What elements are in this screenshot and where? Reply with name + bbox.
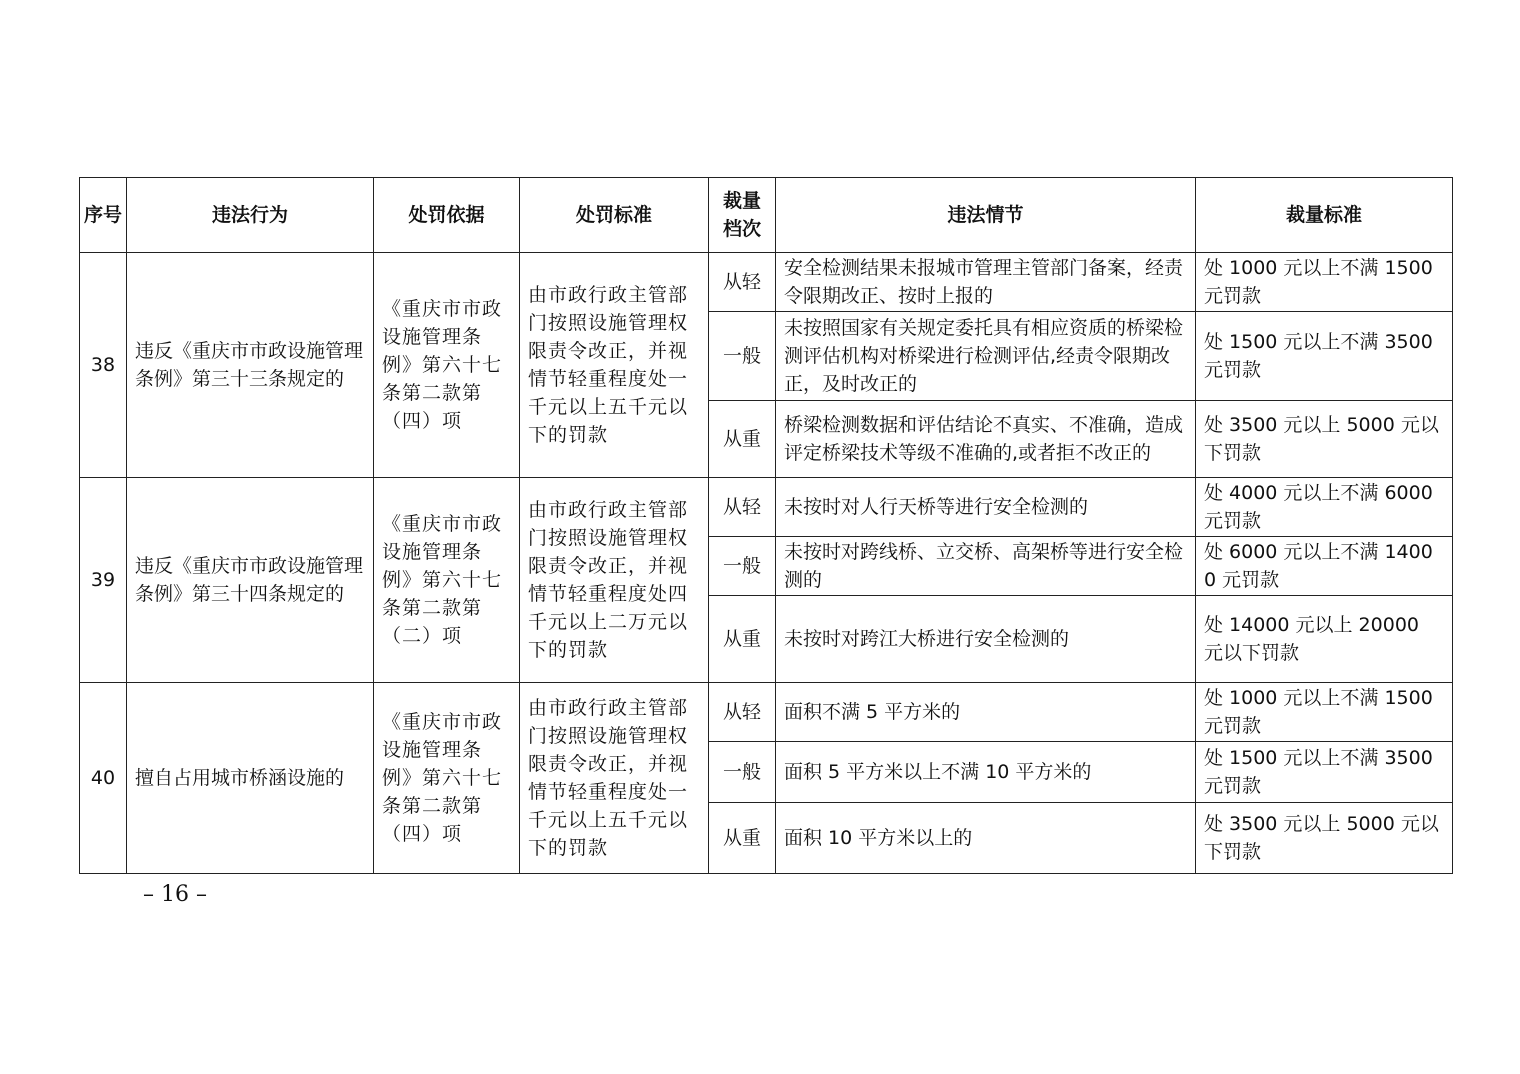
circumstance-text: 未按时对人行天桥等进行安全检测的 (776, 478, 1196, 537)
circumstance-text: 面积 10 平方米以上的 (776, 803, 1196, 874)
circumstance-text: 面积不满 5 平方米的 (776, 683, 1196, 742)
header-behavior: 违法行为 (127, 178, 374, 253)
penalty-text: 处 3500 元以上 5000 元以下罚款 (1196, 803, 1453, 874)
level-label: 从重 (709, 803, 776, 874)
table-header-row (80, 178, 1453, 253)
circumstance-text: 桥梁检测数据和评估结论不真实、不准确，造成评定桥梁技术等级不准确的,或者拒不改正的 (776, 401, 1196, 478)
header-standard: 处罚标准 (520, 178, 709, 253)
penalty-text: 处 3500 元以上 5000 元以下罚款 (1196, 401, 1453, 478)
circumstance-text: 未按时对跨线桥、立交桥、高架桥等进行安全检测的 (776, 537, 1196, 596)
level-label: 从轻 (709, 478, 776, 537)
level-label: 从轻 (709, 683, 776, 742)
level-label: 从轻 (709, 253, 776, 312)
header-seq: 序号 (80, 178, 127, 253)
item-behavior: 违反《重庆市市政设施管理条例》第三十四条规定的 (127, 478, 374, 683)
table-row (80, 478, 1453, 537)
item-seq: 40 (80, 683, 127, 874)
item-standard: 由市政行政主管部门按照设施管理权限责令改正，并视情节轻重程度处一千元以上五千元以下的罚款 (520, 253, 709, 478)
penalty-text: 处 1500 元以上不满 3500 元罚款 (1196, 312, 1453, 401)
header-level: 裁量档次 (709, 178, 776, 253)
circumstance-text: 安全检测结果未报城市管理主管部门备案，经责令限期改正、按时上报的 (776, 253, 1196, 312)
item-standard: 由市政行政主管部门按照设施管理权限责令改正，并视情节轻重程度处一千元以上五千元以下的罚款 (520, 683, 709, 874)
penalty-text: 处 1000 元以上不满 1500 元罚款 (1196, 683, 1453, 742)
item-behavior: 违反《重庆市市政设施管理条例》第三十三条规定的 (127, 253, 374, 478)
header-basis: 处罚依据 (374, 178, 520, 253)
penalty-text: 处 6000 元以上不满 14000 元罚款 (1196, 537, 1453, 596)
penalty-text: 处 4000 元以上不满 6000 元罚款 (1196, 478, 1453, 537)
page-number: – 16 – (143, 882, 207, 907)
penalty-text: 处 1000 元以上不满 1500 元罚款 (1196, 253, 1453, 312)
circumstance-text: 未按照国家有关规定委托具有相应资质的桥梁检测评估机构对桥梁进行检测评估,经责令限期改正，及时改正的 (776, 312, 1196, 401)
header-circumstance: 违法情节 (776, 178, 1196, 253)
level-label: 从重 (709, 401, 776, 478)
table-row (80, 253, 1453, 312)
table-row (80, 683, 1453, 742)
level-label: 一般 (709, 537, 776, 596)
item-behavior: 擅自占用城市桥涵设施的 (127, 683, 374, 874)
level-label: 一般 (709, 312, 776, 401)
item-basis: 《重庆市市政设施管理条例》第六十七条第二款第（四）项 (374, 683, 520, 874)
item-basis: 《重庆市市政设施管理条例》第六十七条第二款第（四）项 (374, 253, 520, 478)
penalty-text: 处 14000 元以上 20000 元以下罚款 (1196, 596, 1453, 683)
penalty-discretion-table (79, 177, 1453, 874)
penalty-text: 处 1500 元以上不满 3500 元罚款 (1196, 742, 1453, 803)
item-seq: 38 (80, 253, 127, 478)
item-seq: 39 (80, 478, 127, 683)
level-label: 一般 (709, 742, 776, 803)
item-basis: 《重庆市市政设施管理条例》第六十七条第二款第（二）项 (374, 478, 520, 683)
circumstance-text: 面积 5 平方米以上不满 10 平方米的 (776, 742, 1196, 803)
circumstance-text: 未按时对跨江大桥进行安全检测的 (776, 596, 1196, 683)
item-standard: 由市政行政主管部门按照设施管理权限责令改正，并视情节轻重程度处四千元以上二万元以下的罚款 (520, 478, 709, 683)
header-penalty: 裁量标准 (1196, 178, 1453, 253)
level-label: 从重 (709, 596, 776, 683)
